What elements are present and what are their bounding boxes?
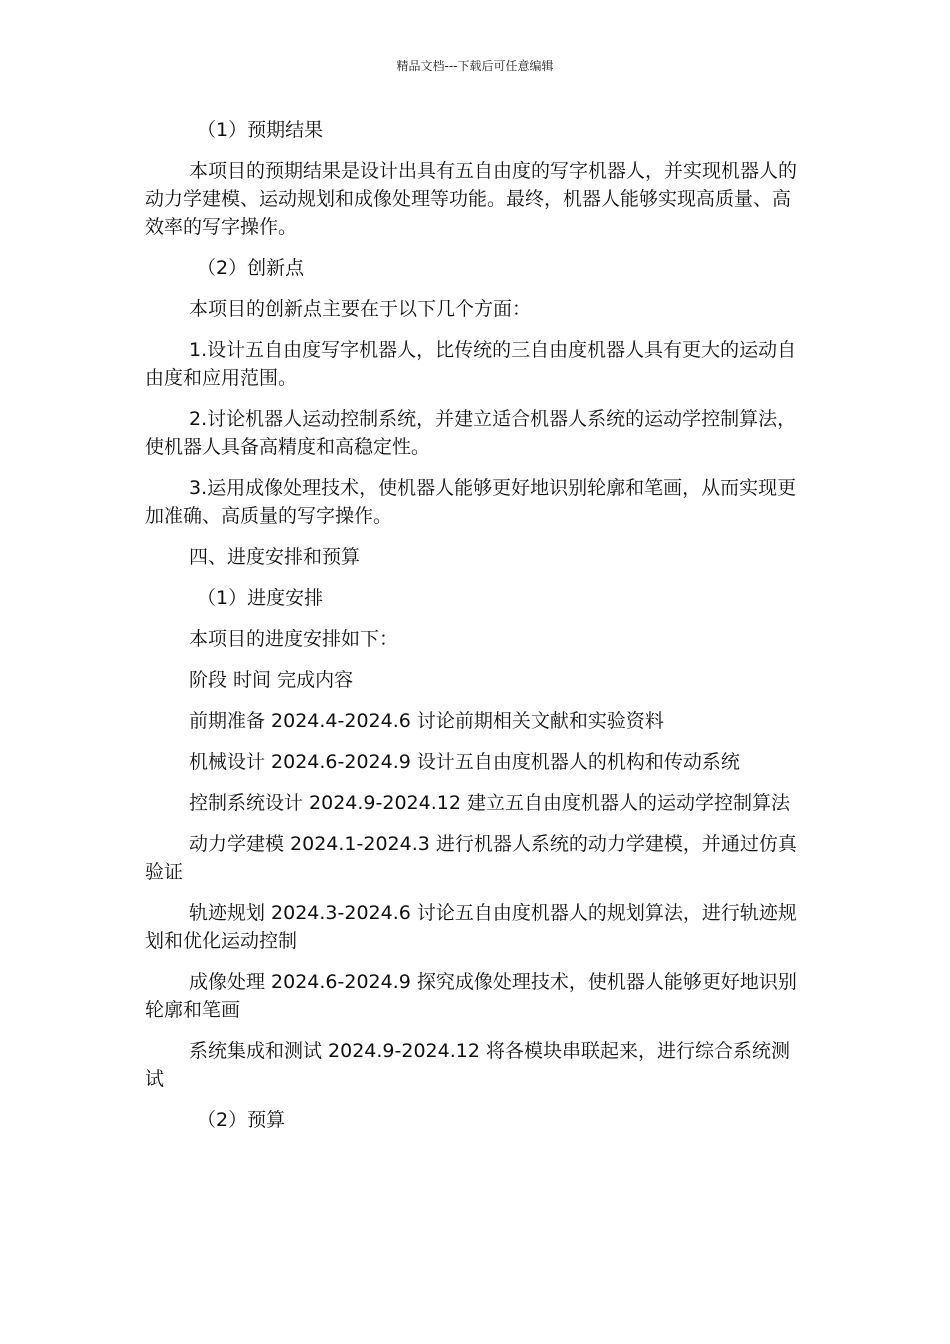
paragraph-schedule-intro: 本项目的进度安排如下： [189, 628, 399, 650]
subheading-expected-results: （1）预期结果 [197, 119, 324, 141]
list-item-innovation-3: 3.运用成像处理技术，使机器人能够更好地识别轮廓和笔画，从而实现更加准确、高质量的写字操作。 [145, 477, 797, 527]
list-item-innovation-1: 1.设计五自由度写字机器人，比传统的三自由度机器人具有更大的运动自由度和应用范围。 [145, 339, 797, 389]
subheading-budget: （2）预算 [197, 1109, 286, 1131]
subheading-innovation: （2）创新点 [197, 257, 305, 279]
section-heading-schedule-budget: 四、进度安排和预算 [189, 546, 361, 568]
schedule-header-row: 阶段 时间 完成内容 [189, 669, 354, 691]
schedule-row: 控制系统设计 2024.9-2024.12 建立五自由度机器人的运动学控制算法 [189, 792, 790, 814]
document-body [145, 116, 805, 1147]
schedule-row: 系统集成和测试 2024.9-2024.12 将各模块串联起来，进行综合系统测试 [145, 1040, 790, 1090]
schedule-row: 轨迹规划 2024.3-2024.6 讨论五自由度机器人的规划算法，进行轨迹规划和优化运动控制 [145, 902, 797, 952]
schedule-row: 机械设计 2024.6-2024.9 设计五自由度机器人的机构和传动系统 [189, 751, 740, 773]
page-header: 精品文档---下载后可任意编辑 [396, 59, 554, 73]
paragraph-expected-results: 本项目的预期结果是设计出具有五自由度的写字机器人，并实现机器人的动力学建模、运动规划和成像处理等功能。最终，机器人能够实现高质量、高效率的写字操作。 [145, 160, 798, 238]
schedule-row: 前期准备 2024.4-2024.6 讨论前期相关文献和实验资料 [189, 710, 664, 732]
subheading-schedule: （1）进度安排 [197, 587, 324, 609]
list-item-innovation-2: 2.讨论机器人运动控制系统，并建立适合机器人系统的运动学控制算法，使机器人具备高精度和高稳定性。 [145, 408, 797, 458]
schedule-row: 动力学建模 2024.1-2024.3 进行机器人系统的动力学建模，并通过仿真验证 [145, 833, 797, 883]
paragraph-innovation-intro: 本项目的创新点主要在于以下几个方面： [189, 298, 532, 320]
schedule-row: 成像处理 2024.6-2024.9 探究成像处理技术，使机器人能够更好地识别轮廓和笔画 [145, 971, 797, 1021]
